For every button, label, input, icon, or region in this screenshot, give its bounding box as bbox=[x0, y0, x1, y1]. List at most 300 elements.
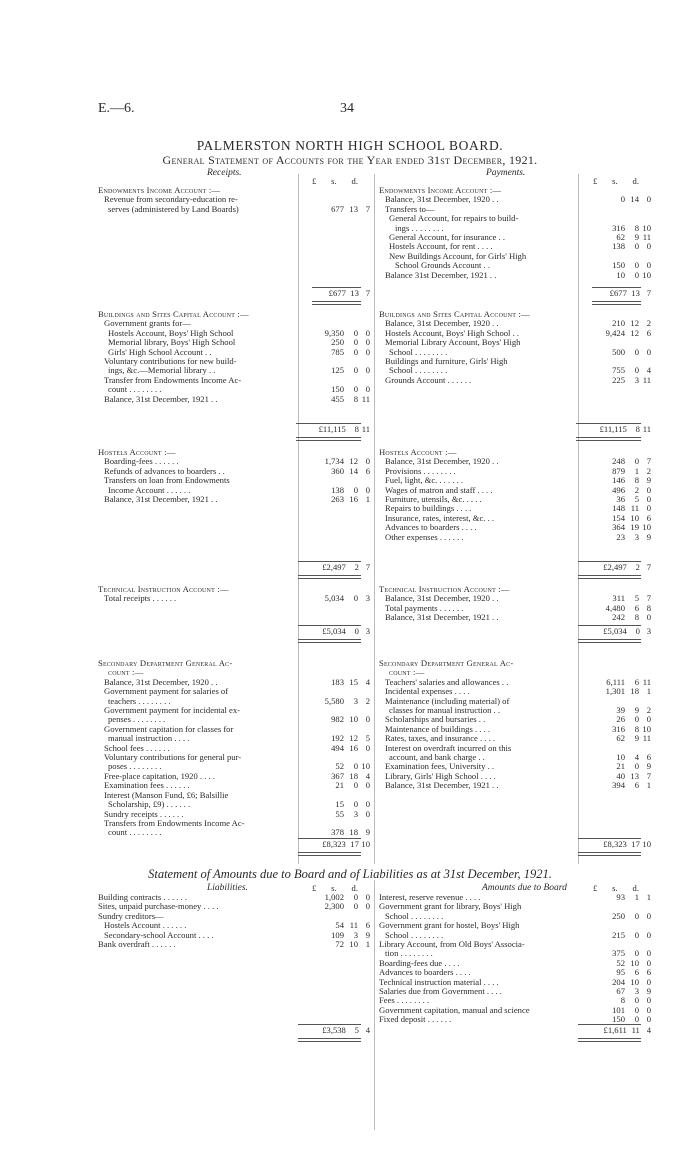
amount-pence: 3 bbox=[365, 593, 370, 604]
amount-shillings: 10 bbox=[630, 512, 639, 523]
amount-pounds: 394 bbox=[612, 780, 625, 791]
amount-shillings: 18 bbox=[349, 770, 358, 781]
ledger-row-description: serves (administered by Land Boards) bbox=[108, 204, 239, 214]
amount-pounds: 54 bbox=[335, 920, 344, 931]
ledger-row-description: Hostels Account, Boys' High School bbox=[108, 328, 234, 338]
ledger-row bbox=[379, 1006, 651, 1015]
ledger-row-description: Buildings and Sites Capital Account :— bbox=[379, 310, 530, 319]
ledger-row-description: Provisions . . . . . . . . bbox=[385, 466, 456, 476]
amount-shillings: 0 bbox=[353, 761, 358, 772]
ledger-row-description: Scholarship, £9) . . . . . . bbox=[108, 800, 191, 810]
amount-pence: 1 bbox=[646, 686, 651, 697]
ledger-row bbox=[98, 668, 370, 677]
amount-pence: 6 bbox=[646, 967, 651, 978]
ledger-row-amount bbox=[318, 329, 370, 338]
amount-pounds: 62 bbox=[616, 733, 625, 744]
ledger-row-description: Girls' High School Account . . bbox=[108, 347, 212, 357]
hostels-payments bbox=[379, 448, 651, 542]
amount-pence: 0 bbox=[365, 484, 370, 495]
amount-pence: 11 bbox=[642, 374, 651, 385]
ledger-row-description: Revenue from secondary-education re- bbox=[104, 195, 238, 205]
total-amount bbox=[318, 289, 370, 298]
ledger-row-description: Fees . . . . . . . . bbox=[379, 996, 430, 1006]
amount-pounds: 500 bbox=[612, 346, 625, 357]
amount-shillings: 3 bbox=[634, 986, 639, 997]
ledger-row-amount bbox=[599, 604, 651, 613]
total-shillings: 17 bbox=[631, 839, 640, 849]
total-pence: 10 bbox=[642, 839, 651, 849]
amount-pence: 8 bbox=[646, 602, 651, 613]
ledger-row bbox=[379, 762, 651, 771]
ledger-row-amount bbox=[318, 762, 370, 771]
ledger-row bbox=[379, 613, 651, 622]
amount-shillings: 9 bbox=[634, 733, 639, 744]
ledger-row-description: Interest on overdraft incurred on this bbox=[385, 743, 512, 753]
ledger-row bbox=[379, 357, 651, 366]
ledger-row-description: Endowments Income Account :— bbox=[98, 186, 221, 195]
ledger-row-amount bbox=[599, 533, 651, 542]
amount-shillings: 10 bbox=[630, 976, 639, 987]
amount-pounds: 263 bbox=[331, 494, 344, 505]
amount-pence: 9 bbox=[646, 475, 651, 486]
amount-pence: 0 bbox=[646, 503, 651, 514]
total-pounds: £677 bbox=[609, 288, 627, 298]
ledger-row-description: Total receipts . . . . . . bbox=[104, 594, 177, 604]
ledger-row-amount bbox=[318, 781, 370, 790]
ledger-row bbox=[379, 753, 651, 762]
amount-shillings: 0 bbox=[634, 269, 639, 280]
amount-shillings: 0 bbox=[634, 995, 639, 1006]
total-pence: 7 bbox=[646, 288, 651, 298]
ledger-row bbox=[98, 659, 370, 668]
ledger-row-amount bbox=[318, 772, 370, 781]
amount-pounds: 150 bbox=[612, 1014, 625, 1025]
ledger-row-amount bbox=[599, 1006, 651, 1015]
ledger-row bbox=[379, 725, 651, 734]
amount-pounds: 5,580 bbox=[324, 695, 344, 706]
amount-pounds: 316 bbox=[612, 222, 625, 233]
ledger-row bbox=[98, 706, 370, 715]
pounds-head: £ bbox=[593, 883, 598, 893]
amount-pence: 4 bbox=[365, 676, 370, 687]
ledger-row-amount bbox=[318, 902, 370, 911]
amount-pence: 5 bbox=[365, 733, 370, 744]
ledger-row-description: Balance, 31st December, 1920 . . bbox=[104, 677, 218, 687]
amount-pounds: 125 bbox=[331, 365, 344, 376]
amount-pounds: 21 bbox=[616, 761, 625, 772]
amount-pence: 10 bbox=[361, 761, 370, 772]
amount-pounds: 150 bbox=[331, 384, 344, 395]
amount-shillings: 12 bbox=[630, 318, 639, 329]
ledger-row-amount bbox=[318, 715, 370, 724]
ledger-row-description: School . . . . . . . . bbox=[389, 366, 448, 376]
ledger-row-amount bbox=[599, 996, 651, 1005]
ledger-row-amount bbox=[318, 594, 370, 603]
ledger-row bbox=[98, 819, 370, 828]
amount-shillings: 3 bbox=[353, 929, 358, 940]
ledger-row-description: School . . . . . . . . bbox=[389, 347, 448, 357]
shillings-head: s. bbox=[612, 176, 618, 186]
ledger-row-amount bbox=[318, 395, 370, 404]
amount-pounds: 138 bbox=[331, 484, 344, 495]
amount-pounds: 1,734 bbox=[324, 456, 344, 467]
total-amount bbox=[599, 1026, 651, 1035]
ledger-row-description: classes for manual instruction . . bbox=[389, 706, 500, 716]
amount-shillings: 3 bbox=[634, 531, 639, 542]
amount-pence: 0 bbox=[365, 337, 370, 348]
ledger-row bbox=[98, 594, 370, 603]
payments-heading: Payments. bbox=[486, 168, 526, 178]
ledger-row-description: Incidental expenses . . . . bbox=[385, 687, 470, 697]
ledger-row bbox=[98, 931, 370, 940]
amount-pounds: 52 bbox=[335, 761, 344, 772]
ledger-row bbox=[379, 968, 651, 977]
ledger-row bbox=[379, 486, 651, 495]
total-pounds: £2,497 bbox=[322, 562, 346, 572]
amount-pence: 9 bbox=[365, 827, 370, 838]
amount-shillings: 6 bbox=[634, 676, 639, 687]
total-double-rule bbox=[578, 575, 641, 579]
ledger-row bbox=[98, 810, 370, 819]
ledger-row-description: Endowments Income Account :— bbox=[379, 186, 502, 195]
payments-currency-heads bbox=[593, 176, 639, 186]
amount-shillings: 0 bbox=[634, 761, 639, 772]
ledger-row-amount bbox=[599, 968, 651, 977]
ledger-row bbox=[379, 523, 651, 532]
total-double-rule bbox=[592, 301, 641, 305]
total-double-rule bbox=[578, 639, 641, 643]
total-double-rule bbox=[298, 575, 361, 579]
total-shillings: 11 bbox=[631, 1025, 640, 1035]
ledger-row-description: Government grants for— bbox=[104, 319, 191, 329]
amount-pounds: 36 bbox=[616, 494, 625, 505]
amount-pence: 0 bbox=[646, 948, 651, 959]
amount-pounds: 4,480 bbox=[605, 602, 625, 613]
amount-pence: 9 bbox=[646, 986, 651, 997]
amount-pounds: 311 bbox=[612, 593, 625, 604]
amount-pounds: 138 bbox=[612, 241, 625, 252]
ledger-row bbox=[379, 996, 651, 1005]
liabilities-list bbox=[98, 893, 370, 949]
amount-pence: 9 bbox=[365, 929, 370, 940]
ledger-row-amount bbox=[318, 800, 370, 809]
ledger-row-description: Secondary Department General Ac- bbox=[98, 659, 233, 668]
ledger-row bbox=[98, 357, 370, 366]
amount-pounds: 360 bbox=[331, 465, 344, 476]
total-pence: 7 bbox=[646, 562, 651, 572]
buildings-payments bbox=[379, 310, 651, 385]
ledger-row-amount bbox=[599, 329, 651, 338]
amount-shillings: 1 bbox=[634, 892, 639, 902]
amount-shillings: 8 bbox=[634, 475, 639, 486]
ledger-row bbox=[379, 224, 651, 233]
amount-pence: 0 bbox=[365, 742, 370, 753]
amount-shillings: 9 bbox=[634, 705, 639, 716]
ledger-row bbox=[379, 376, 651, 385]
amount-pounds: 496 bbox=[612, 484, 625, 495]
amount-pence: 2 bbox=[646, 705, 651, 716]
amount-pounds: 316 bbox=[612, 723, 625, 734]
ledger-row-description: Balance, 31st December, 1921 . . bbox=[104, 495, 218, 505]
amount-pence: 4 bbox=[365, 770, 370, 781]
ledger-row-description: ings, &c.—Memorial library . . bbox=[108, 366, 216, 376]
ledger-row-amount bbox=[318, 495, 370, 504]
amount-shillings: 0 bbox=[353, 593, 358, 604]
ledger-row-description: Boarding-fees due . . . . bbox=[379, 958, 460, 968]
ledger-row-amount bbox=[599, 762, 651, 771]
amount-pence: 6 bbox=[646, 512, 651, 523]
ledger-row-amount bbox=[318, 810, 370, 819]
ledger-row-description: Total payments . . . . . . bbox=[385, 603, 464, 613]
ledger-row bbox=[98, 734, 370, 743]
ledger-row-description: Income Account . . . . . . bbox=[108, 485, 191, 495]
ledger-row-description: Voluntary contributions for general pur- bbox=[104, 753, 242, 763]
pence-head: d. bbox=[632, 883, 639, 893]
amount-pounds: 494 bbox=[331, 742, 344, 753]
total-pence: 4 bbox=[365, 1025, 370, 1035]
amount-shillings: 5 bbox=[634, 494, 639, 505]
ledger-row bbox=[98, 762, 370, 771]
amount-shillings: 0 bbox=[634, 910, 639, 921]
ledger-row bbox=[98, 495, 370, 504]
ledger-row-amount bbox=[599, 931, 651, 940]
amount-shillings: 9 bbox=[634, 232, 639, 243]
ledger-row-description: Balance, 31st December, 1920 . . bbox=[385, 195, 499, 205]
ledger-row-description: Buildings and furniture, Girls' High bbox=[385, 357, 508, 367]
total-pence: 11 bbox=[361, 424, 370, 434]
total-shillings: 8 bbox=[354, 424, 359, 434]
amount-shillings: 0 bbox=[353, 327, 358, 338]
ledger-row bbox=[379, 715, 651, 724]
amount-pence: 2 bbox=[646, 318, 651, 329]
amount-pence: 1 bbox=[365, 939, 370, 950]
ledger-row bbox=[379, 504, 651, 513]
ledger-row bbox=[98, 912, 370, 921]
total-double-rule bbox=[312, 301, 361, 305]
ledger-row bbox=[379, 902, 651, 911]
amount-pounds: 8 bbox=[620, 995, 625, 1006]
amount-shillings: 5 bbox=[634, 593, 639, 604]
ledger-row-description: Transfers on loan from Endowments bbox=[104, 476, 230, 486]
amount-shillings: 16 bbox=[349, 494, 358, 505]
total-double-rule bbox=[298, 1038, 361, 1042]
amount-shillings: 18 bbox=[630, 686, 639, 697]
amounts-due-heading: Amounts due to Board bbox=[482, 883, 567, 893]
total-shillings: 5 bbox=[354, 1025, 359, 1035]
amount-shillings: 4 bbox=[634, 752, 639, 763]
ledger-row-description: Balance 31st December, 1921 . . bbox=[385, 270, 497, 280]
amount-pounds: 367 bbox=[331, 770, 344, 781]
total-amount bbox=[318, 425, 370, 434]
ledger-row-description: Refunds of advances to boarders . . bbox=[104, 466, 225, 476]
shillings-head: s. bbox=[331, 176, 337, 186]
ledger-row-amount bbox=[599, 233, 651, 242]
ledger-row-description: Government payment for salaries of bbox=[104, 687, 229, 697]
receipts-currency-heads bbox=[312, 176, 358, 186]
pounds-head: £ bbox=[312, 883, 317, 893]
ledger-row bbox=[379, 585, 651, 594]
ledger-row bbox=[98, 195, 370, 204]
ledger-row-amount bbox=[599, 486, 651, 495]
ledger-row-description: Other expenses . . . . . . bbox=[385, 532, 464, 542]
amount-pounds: 146 bbox=[612, 475, 625, 486]
ledger-row-description: count :— bbox=[108, 668, 144, 678]
amount-shillings: 0 bbox=[634, 260, 639, 271]
amount-pounds: 250 bbox=[331, 337, 344, 348]
ledger-row-amount bbox=[599, 959, 651, 968]
amount-pence: 0 bbox=[646, 929, 651, 940]
ledger-row bbox=[98, 338, 370, 347]
ledger-row bbox=[379, 949, 651, 958]
ledger-row bbox=[98, 828, 370, 837]
ledger-row-description: Teachers' salaries and allowances . . bbox=[385, 677, 509, 687]
amount-pence: 0 bbox=[646, 346, 651, 357]
ledger-row-description: Maintenance (including material) of bbox=[385, 696, 510, 706]
amount-shillings: 8 bbox=[634, 723, 639, 734]
ledger-row-description: Fixed deposit . . . . . . bbox=[379, 1015, 452, 1025]
ledger-row bbox=[379, 348, 651, 357]
amount-shillings: 13 bbox=[630, 770, 639, 781]
amount-pounds: 15 bbox=[335, 799, 344, 810]
ledger-row bbox=[98, 457, 370, 466]
total-pence: 7 bbox=[365, 562, 370, 572]
amount-pounds: 154 bbox=[612, 512, 625, 523]
amount-pounds: 375 bbox=[612, 948, 625, 959]
amount-pounds: 250 bbox=[612, 910, 625, 921]
ledger-row-amount bbox=[599, 242, 651, 251]
amount-pence: 0 bbox=[365, 799, 370, 810]
ledger-row-description: tion . . . . . . . . bbox=[385, 949, 433, 959]
ledger-row-description: Balance, 31st December, 1920 . . bbox=[385, 319, 499, 329]
amount-pounds: 5,034 bbox=[324, 593, 344, 604]
ledger-row bbox=[379, 533, 651, 542]
ledger-row bbox=[98, 376, 370, 385]
amount-shillings: 18 bbox=[349, 827, 358, 838]
amount-pence: 1 bbox=[646, 780, 651, 791]
ledger-row bbox=[379, 987, 651, 996]
total-pounds: £5,034 bbox=[322, 626, 346, 636]
amount-shillings: 0 bbox=[634, 346, 639, 357]
ledger-row bbox=[379, 329, 651, 338]
amount-pounds: 0 bbox=[620, 194, 625, 205]
ledger-row-amount bbox=[599, 893, 651, 902]
total-amount bbox=[599, 289, 651, 298]
total-shillings: 2 bbox=[354, 562, 359, 572]
total-pounds: £677 bbox=[328, 288, 346, 298]
ledger-row bbox=[379, 310, 651, 319]
amount-pence: 0 bbox=[646, 714, 651, 725]
amount-shillings: 0 bbox=[353, 780, 358, 791]
total-shillings: 0 bbox=[354, 626, 359, 636]
total-amount bbox=[599, 627, 651, 636]
amount-pence: 2 bbox=[646, 465, 651, 476]
ledger-row-description: Government payment for incidental ex- bbox=[104, 706, 241, 716]
amount-pence: 0 bbox=[646, 995, 651, 1006]
amount-pounds: 67 bbox=[616, 986, 625, 997]
amounts-due-list bbox=[379, 893, 651, 1025]
page-reference: E.—6. bbox=[98, 101, 135, 116]
amount-pence: 0 bbox=[646, 494, 651, 505]
total-shillings: 13 bbox=[631, 288, 640, 298]
ledger-row-amount bbox=[599, 376, 651, 385]
pence-head: d. bbox=[351, 176, 358, 186]
ledger-row-amount bbox=[599, 348, 651, 357]
amount-pence: 0 bbox=[365, 384, 370, 395]
amount-pence: 0 bbox=[365, 346, 370, 357]
amount-pounds: 26 bbox=[616, 714, 625, 725]
amount-pounds: 192 bbox=[331, 733, 344, 744]
amount-pounds: 378 bbox=[331, 827, 344, 838]
ledger-row bbox=[98, 781, 370, 790]
ledger-row-description: count :— bbox=[389, 668, 425, 678]
ledger-row bbox=[379, 921, 651, 930]
amount-shillings: 8 bbox=[353, 393, 358, 404]
ledger-row bbox=[379, 205, 651, 214]
ledger-row bbox=[98, 385, 370, 394]
ledger-row-amount bbox=[599, 949, 651, 958]
ledger-row-amount bbox=[599, 912, 651, 921]
amount-shillings: 0 bbox=[353, 365, 358, 376]
ledger-row bbox=[98, 753, 370, 762]
amount-shillings: 11 bbox=[630, 503, 639, 514]
amount-pounds: 6,111 bbox=[606, 676, 625, 687]
ledger-row bbox=[379, 448, 651, 457]
ledger-row bbox=[98, 921, 370, 930]
amount-pounds: 9,350 bbox=[324, 327, 344, 338]
ledger-row-description: Examination fees, University . . bbox=[385, 762, 495, 772]
ledger-row-description: Boarding-fees . . . . . . bbox=[104, 457, 179, 467]
ledger-row-description: manual instruction . . . . bbox=[108, 734, 190, 744]
amount-pounds: 93 bbox=[616, 892, 625, 902]
ledger-row-amount bbox=[599, 978, 651, 987]
amount-shillings: 19 bbox=[630, 522, 639, 533]
amount-shillings: 0 bbox=[634, 1014, 639, 1025]
amount-pounds: 879 bbox=[612, 465, 625, 476]
total-pence: 4 bbox=[646, 1025, 651, 1035]
ledger-row bbox=[98, 678, 370, 687]
amount-pence: 10 bbox=[642, 222, 651, 233]
ledger-row-description: count . . . . . . . . bbox=[108, 385, 162, 395]
ledger-row bbox=[379, 476, 651, 485]
total-pounds: £11,115 bbox=[599, 424, 627, 434]
amount-pounds: 23 bbox=[616, 531, 625, 542]
amount-pounds: 455 bbox=[331, 393, 344, 404]
amount-shillings: 10 bbox=[349, 939, 358, 950]
ledger-row-description: Insurance, rates, interest, &c. . . bbox=[385, 513, 495, 523]
amount-pence: 10 bbox=[642, 522, 651, 533]
ledger-row-description: Technical Instruction Account :— bbox=[379, 585, 510, 594]
amount-pounds: 55 bbox=[335, 808, 344, 819]
ledger-row bbox=[379, 659, 651, 668]
amount-pence: 0 bbox=[646, 241, 651, 252]
ledger-row-amount bbox=[599, 195, 651, 204]
ledger-row bbox=[379, 514, 651, 523]
ledger-row-amount bbox=[599, 734, 651, 743]
ledger-row-amount bbox=[318, 486, 370, 495]
liabilities-statement-title: Statement of Amounts due to Board and of Liabilities as at 31st December, 1921. bbox=[148, 867, 552, 881]
amount-pence: 9 bbox=[646, 531, 651, 542]
ledger-row-description: account, and bank charge . . bbox=[389, 753, 485, 763]
amount-shillings: 10 bbox=[349, 714, 358, 725]
ledger-row-description: Rates, taxes, and insurance . . . . bbox=[385, 734, 496, 744]
amount-shillings: 16 bbox=[349, 742, 358, 753]
amount-pence: 0 bbox=[365, 892, 370, 902]
amount-pence: 11 bbox=[642, 232, 651, 243]
ledger-row bbox=[379, 734, 651, 743]
page-number: 34 bbox=[340, 101, 354, 116]
ledger-row-description: Buildings and Sites Capital Account :— bbox=[98, 310, 249, 319]
amount-pounds: 101 bbox=[612, 1004, 625, 1015]
